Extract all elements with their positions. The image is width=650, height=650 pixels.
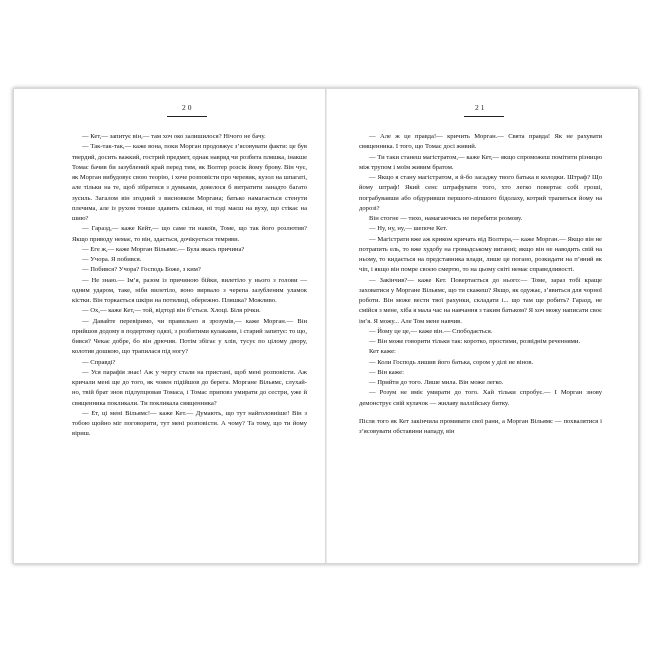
page-text: [359, 132, 602, 437]
paragraph: — Йому це це,— каже він.— Спободається.: [369, 327, 493, 335]
paragraph: — Ох,— каже Кет,— той, відтоді він б’ється. Хлоці. Біля річки.: [82, 307, 261, 315]
page-number: 20: [182, 103, 194, 112]
paragraph: — Не знаю.— Ім’я, разом із причиною бійки, вилетіло у нього з голови — одним ударом, таке, ніби вилетіло, воно вирвало з черепа зазубленим уламок кістки. Він торкається шкіри на потилиці, обережно. Пляшка? Можливо.: [72, 276, 307, 304]
paragraph: — Ет, ці мені Вільямс!— каже Кет.— Думають, що тут найголовніше! Він з тобою щойно міг поговорити, тут мені розповісти. А чому? Та тому, що ти йому віриш.: [72, 409, 307, 438]
paragraph: Він стогне — тихо, намагаючись не перебити розмову.: [369, 215, 523, 222]
paragraph: — Коли Господь лишив його батька, сором у ділі не вінов.: [369, 358, 534, 366]
paragraph: — Уся парафія знає! Аж у чергу стали на пристані, щоб мені розповісти. Аж кричали мені ще до того, як човен підійшов до берега. Моргане Вільямс, слухай-но, твій брат знов підлупцював Томаса, і Томас приповз умирати до сестри, уже й священника покликали. Ти покликала священника?: [72, 368, 307, 407]
paragraph: — Але ж це правда!— кричить Морган.— Свята правда! Як не рахувати священника. І того, що Томас досі живий.: [359, 133, 602, 151]
closing-paragraph: Після того як Кет закінчила промивати свої рани, а Морган Вільямс — похвалятися і з’ясовувати обставини нападу, він: [359, 417, 602, 435]
right-page: [327, 89, 638, 563]
paragraph: — Магістрати вже аж криком кричать від Волтера,— каже Морган.— Якщо він не потрапить ель, то вже худобу на громадському виганні; якщо він не наводить свій на ньому, то кидається на представника влади, лише це погано, розкидати на п’яний як чіп, і якщо він помре своєю смертю, то на цьому світі немає справедливості.: [359, 235, 602, 274]
paragraph: — Прийти до того. Лише мила. Він може легко.: [369, 379, 504, 386]
left-page: [14, 89, 325, 563]
paragraph: — Ти таки станеш магістратом,— каже Кет,— якщо спроможеш помітити різницю між трупом і моїм живим братом.: [359, 153, 602, 171]
paragraph: — Учора. Я побився.: [82, 256, 142, 263]
header-rule: [167, 116, 207, 117]
paragraph: — Давайте перевіримо, чи правильно я зрозумів,— каже Морган.— Він прийшов додому в подертому одязі, з розбитими кулаками, і старий запитує: то що, бився? Чекає добре, бо він дрючив. Потім збігає у хлів, тусує по цілому двору, колотив дошкою, що трапилася під ногу?: [72, 317, 307, 356]
paragraph: Кет каже:: [369, 348, 396, 356]
page-text: [72, 132, 307, 440]
paragraph: — Ну, ну, ну,— шепоче Кет.: [369, 225, 448, 233]
paragraph: — Кет,— запитує він,— там хоч око залишилося? Нічого не бачу.: [82, 133, 266, 140]
book-spread: [13, 88, 639, 564]
paragraph: — Еге ж,— каже Морган Вільямс.— Була якась причина?: [82, 245, 245, 253]
paragraph: — Побився? Учора? Господь Боже, з ким?: [82, 266, 201, 274]
paragraph: — Так-так-так,— каже вона, поки Морган продовжує з’ясовувати факти: це був твердий, досить важкий, гострий предмет, однак навряд чи розбита пляшка, інакше Томас бачив би зазублений край перед тим, як Волтер розсік йому брову. Він чує, як Морган вибудовує свою теорію, і хоче розповісти про черевик, кузол на шпагаті, але тільки на те, щоб зібратися з думками, довелося б витратити занадто багато зусиль. Загалом він згодний з висновком Моргана; батько намагається стенути плечима, але із рухом тонше здавить скільки, ні тоді маєш на вуху, що стікає на шию?: [72, 143, 307, 222]
paragraph: — Він може говорити тільки так: коротко, простими, розвіднім реченнями.: [369, 338, 581, 345]
header-rule: [464, 116, 504, 117]
paragraph: — Закінчив?— каже Кет. Повертається до нього:— Томе, зараз тобі краще заховатися у Моргане Вільямс, що ти скажеш? Якщо, як одужає, з’явиться для чорної роботи. Він може вести твої рахунки, складати і... що там ще робить? Гаразд, не смійся з мене, хіба я мала час на навчання з таким батьком? Я хоч можу написати своє ім’я. Я можу... Але Том мене навчив.: [359, 276, 602, 325]
paragraph: — Він каже:: [369, 368, 404, 376]
paragraph: — Гаразд,— каже Кейт,— що саме ти накоїв, Томе, що так його розлютив? Якщо приводу немає, то він, здається, дочікується темряви.: [72, 225, 307, 243]
paragraph: — Розум не вміє умирати до того. Хай тільки спробує.— І Морган знову демонструє свій кулачок — жилаву валлійську битку.: [359, 389, 602, 407]
paragraph: — Якщо я стану магістратом, я й-бо засаджу твого батька в колодки. Штраф? Що йому штраф! Який сенс штрафувати того, хто легко повертає собі гроші, пограбувавши або обдуривши першого-ліпшого бідолаху, котрий трапиться йому на дорозі?: [359, 174, 602, 212]
page-number: 21: [475, 103, 487, 112]
paragraph: — Справді?: [82, 358, 116, 366]
